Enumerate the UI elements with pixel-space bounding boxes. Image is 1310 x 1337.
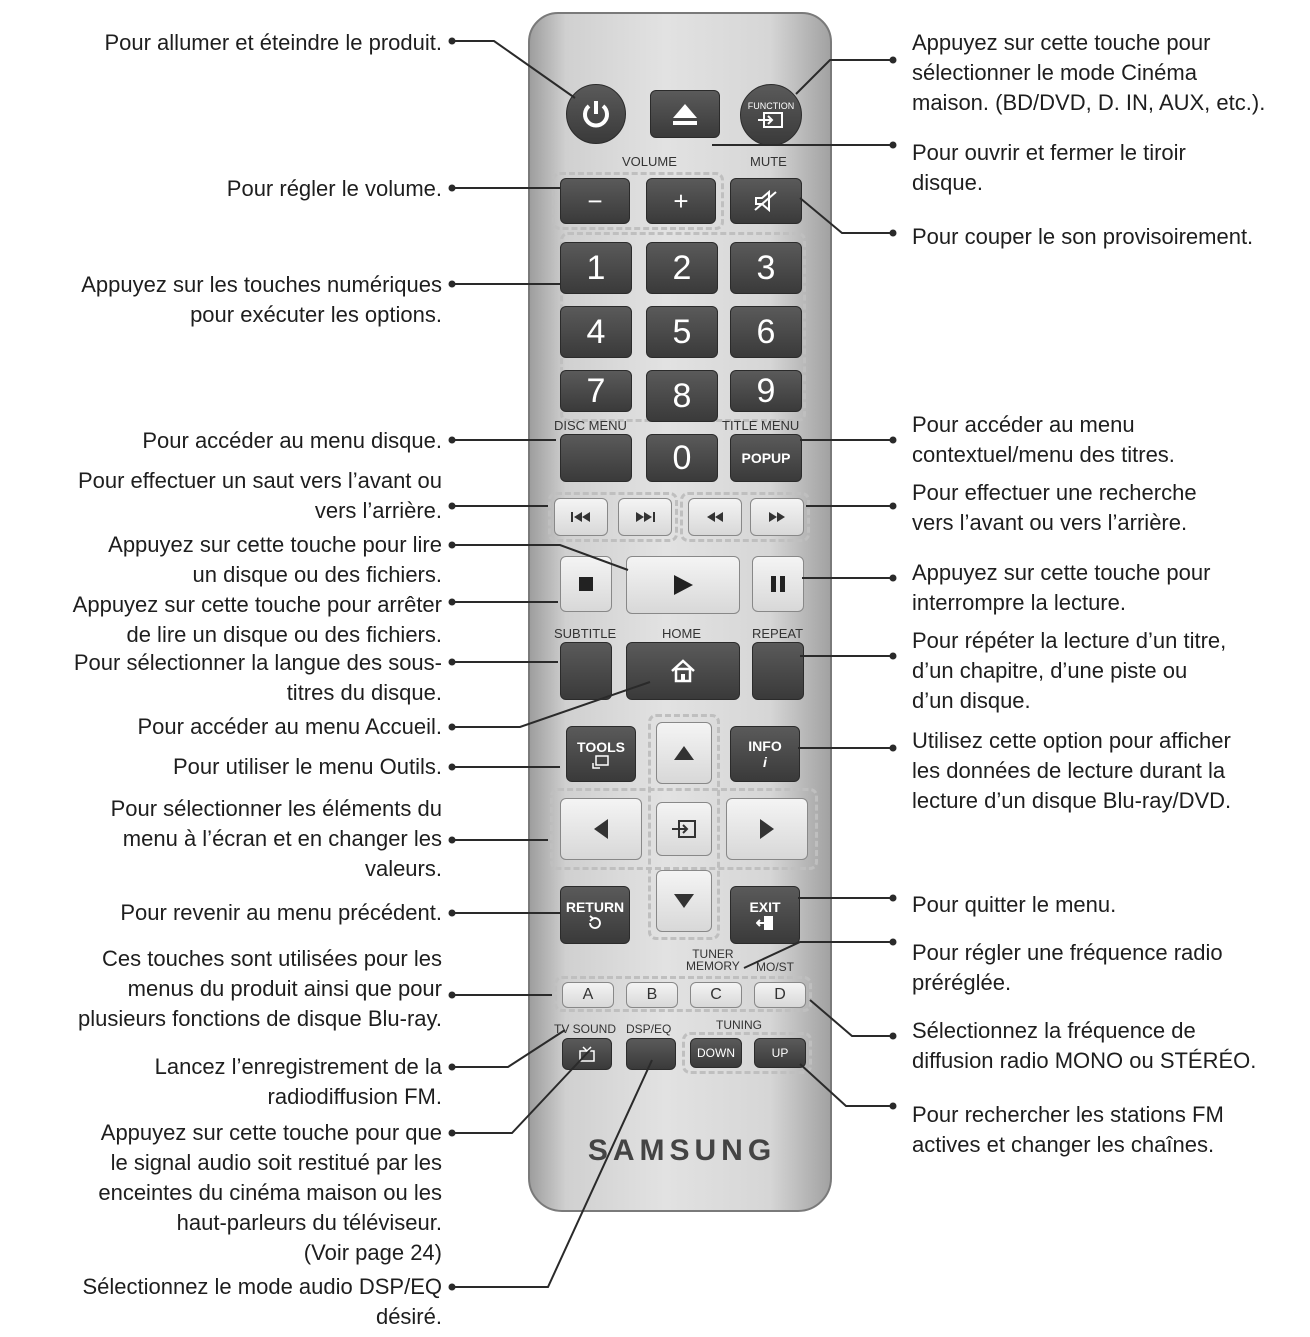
dsp-eq-button[interactable] [626,1038,676,1070]
arrow-left-button[interactable] [560,798,642,860]
rewind-button[interactable] [688,498,742,536]
annotation-return: Pour revenir au menu précédent. [120,900,442,925]
tools-button[interactable]: TOOLS [566,726,636,782]
digit-4-button[interactable]: 4 [560,306,632,358]
brand-logo: SAMSUNG [587,1134,777,1167]
arrow-right-button[interactable] [726,798,808,860]
annotation-fm-record: Lancez l’enregistrement de la radiodiffusion FM. [154,1054,442,1109]
power-button[interactable] [566,84,626,144]
repeat-label: REPEAT [752,626,804,641]
pause-icon [770,575,786,593]
exit-button[interactable]: EXIT [730,886,800,944]
exit-icon [756,915,774,931]
annotation-skip: Pour effectuer un saut vers l’avant ou vers l’arrière. [77,468,442,523]
function-button[interactable]: FUNCTION [740,84,802,146]
annotation-tuner-memory: Pour régler une fréquence radio préréglée. [912,940,1223,995]
annotation-function: Appuyez sur cette touche pour sélectionner le mode Cinéma maison. (BD/DVD, D. IN, AUX, etc.). [912,30,1266,115]
annotation-stop: Appuyez sur cette touche pour arrêter de lire un disque ou des fichiers. [72,592,442,647]
play-button[interactable] [626,556,740,614]
stop-button[interactable] [560,556,612,612]
pause-button[interactable] [752,556,804,612]
arrow-left-icon [593,818,609,840]
eject-button[interactable] [650,90,720,138]
arrow-up-button[interactable] [656,722,712,784]
info-icon: i [763,754,767,770]
key-c-button[interactable]: C [690,982,742,1008]
skip-back-icon [569,511,593,523]
annotation-subtitle: Pour sélectionner la langue des sous- titres du disque. [73,650,442,705]
tv-sound-label: TV SOUND [554,1022,617,1036]
tv-icon [578,1046,596,1062]
mute-icon [754,190,778,212]
mute-label: MUTE [750,154,787,169]
play-icon [671,573,695,597]
tuning-label: TUNING [716,1018,762,1032]
annotation-navigation: Pour sélectionner les éléments du menu à l’écran et en changer les valeurs. [110,796,442,881]
skip-forward-button[interactable] [618,498,672,536]
annotation-tuning: Pour rechercher les stations FM actives et changer les chaînes. [912,1102,1224,1157]
annotation-repeat: Pour répéter la lecture d’un titre, d’un chapitre, d’une piste ou d’un disque. [912,628,1227,713]
digit-5-button[interactable]: 5 [646,306,718,358]
tuning-up-button[interactable]: UP [754,1038,806,1068]
dsp-eq-label: DSP/EQ [626,1022,672,1036]
annotation-color-keys: Ces touches sont utilisées pour les menus du produit ainsi que pour plusieurs fonctions de disque Blu-ray. [77,946,442,1031]
skip-back-button[interactable] [554,498,608,536]
annotation-search: Pour effectuer une recherche vers l’avant ou vers l’arrière. [912,480,1197,535]
digit-0-button[interactable]: 0 [646,434,718,482]
digit-8-button[interactable]: 8 [646,370,718,422]
annotation-pause: Appuyez sur cette touche pour interrompre la lecture. [912,560,1211,615]
volume-down-button[interactable]: − [560,178,630,224]
annotation-number-keys: Appuyez sur les touches numériques pour exécuter les options. [81,272,442,327]
annotation-mo-st: Sélectionnez la fréquence de diffusion radio MONO ou STÉRÉO. [912,1018,1257,1073]
volume-up-button[interactable]: + [646,178,716,224]
mo-st-label: MO/ST [756,960,794,974]
digit-7-button[interactable]: 7 [560,370,632,412]
arrow-right-icon [759,818,775,840]
digit-1-button[interactable]: 1 [560,242,632,294]
key-b-button[interactable]: B [626,982,678,1008]
subtitle-label: SUBTITLE [554,626,617,641]
digit-2-button[interactable]: 2 [646,242,718,294]
annotation-home: Pour accéder au menu Accueil. [137,714,442,739]
enter-icon [671,819,697,839]
tools-icon [592,755,610,769]
subtitle-button[interactable] [560,642,612,700]
enter-button[interactable] [656,802,712,856]
digit-3-button[interactable]: 3 [730,242,802,294]
annotation-tools: Pour utiliser le menu Outils. [173,754,442,779]
mute-button[interactable] [730,178,802,224]
eject-icon [672,102,698,126]
home-button[interactable] [626,642,740,700]
annotation-dsp-eq: Sélectionnez le mode audio DSP/EQ désiré. [82,1274,442,1329]
annotation-volume: Pour régler le volume. [226,176,442,201]
info-button[interactable]: INFO i [730,726,800,782]
fast-forward-icon [767,511,787,523]
function-icon [758,111,784,129]
arrow-down-button[interactable] [656,870,712,932]
stop-icon [578,576,594,592]
key-d-button[interactable]: D [754,982,806,1008]
arrow-down-icon [673,893,695,909]
home-icon [670,659,696,683]
skip-forward-icon [633,511,657,523]
digit-9-button[interactable]: 9 [730,370,802,412]
key-a-button[interactable]: A [562,982,614,1008]
annotation-play: Appuyez sur cette touche pour lire un disque ou des fichiers. [108,532,442,587]
digit-6-button[interactable]: 6 [730,306,802,358]
disc-menu-label: DISC MENU [554,418,627,433]
volume-label: VOLUME [622,154,677,169]
tuner-memory-label: TUNER MEMORY [686,947,740,973]
remote-control [528,12,832,1212]
annotation-eject: Pour ouvrir et fermer le tiroir disque. [912,140,1186,195]
annotation-disc-menu: Pour accéder au menu disque. [142,428,442,453]
annotation-info: Utilisez cette option pour afficher les données de lecture durant la lecture d’un disque Blu-ray/DVD. [912,728,1232,813]
rewind-icon [705,511,725,523]
tuning-down-button[interactable]: DOWN [690,1038,742,1068]
annotation-power: Pour allumer et éteindre le produit. [104,30,442,55]
arrow-up-icon [673,745,695,761]
annotation-popup: Pour accéder au menu contextuel/menu des titres. [912,412,1175,467]
power-icon [579,97,613,131]
annotation-mute: Pour couper le son provisoirement. [912,224,1254,249]
tv-sound-button[interactable] [562,1038,612,1070]
popup-button[interactable]: POPUP [730,434,802,482]
return-icon [587,915,603,931]
annotation-tv-sound: Appuyez sur cette touche pour que le signal audio soit restitué par les enceintes du cinéma maison ou les haut-parleurs du téléviseur. (Voir page 24) [98,1120,442,1265]
repeat-button[interactable] [752,642,804,700]
disc-menu-button[interactable] [560,434,632,482]
return-button[interactable]: RETURN [560,886,630,944]
home-label: HOME [662,626,701,641]
fast-forward-button[interactable] [750,498,804,536]
annotation-exit: Pour quitter le menu. [912,892,1117,917]
title-menu-label: TITLE MENU [722,418,800,433]
